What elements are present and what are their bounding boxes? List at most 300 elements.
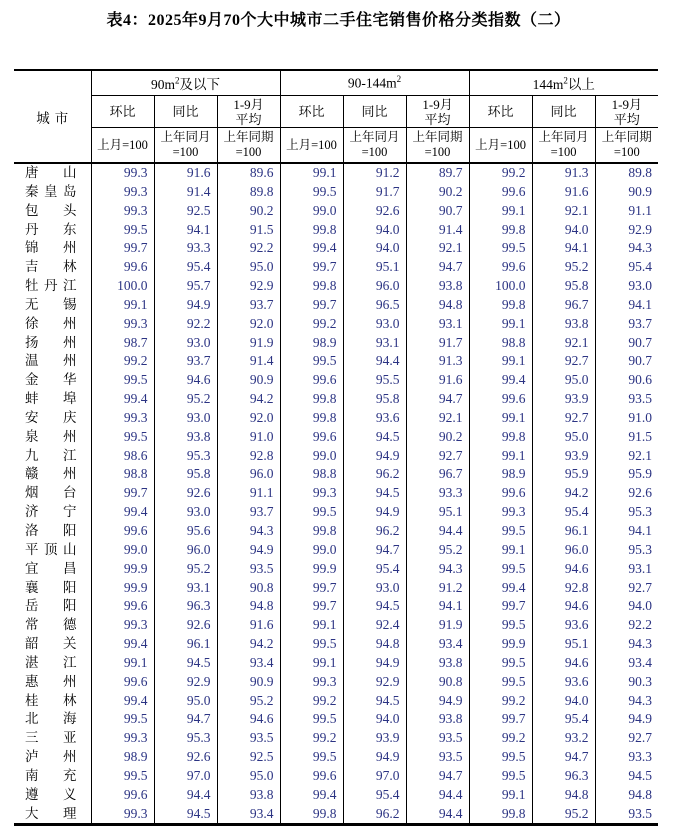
value-cell: 96.1 bbox=[532, 522, 595, 541]
city-char: 顶 bbox=[44, 541, 58, 557]
city-cell bbox=[14, 334, 91, 353]
value-cell: 99.6 bbox=[91, 597, 154, 616]
measure-header: 同比 bbox=[154, 96, 217, 128]
value-cell: 96.2 bbox=[343, 465, 406, 484]
header-base-row bbox=[14, 128, 658, 164]
city-char: 秦 bbox=[25, 183, 39, 199]
value-cell: 93.4 bbox=[406, 635, 469, 654]
city-cell bbox=[14, 390, 91, 409]
city-char: 理 bbox=[63, 805, 77, 821]
value-cell: 93.5 bbox=[595, 805, 658, 825]
city-char: 襄 bbox=[25, 579, 39, 595]
city-char: 东 bbox=[63, 221, 77, 237]
value-cell: 94.4 bbox=[406, 786, 469, 805]
city-name bbox=[25, 164, 77, 183]
city-char: 温 bbox=[25, 353, 39, 369]
table-row bbox=[14, 277, 658, 296]
city-cell bbox=[14, 767, 91, 786]
value-cell: 99.1 bbox=[469, 202, 532, 221]
city-char: 阳 bbox=[63, 523, 77, 538]
city-char: 州 bbox=[63, 353, 77, 369]
city-char: 宁 bbox=[63, 504, 77, 520]
value-cell: 99.8 bbox=[280, 522, 343, 541]
value-cell: 92.1 bbox=[532, 202, 595, 221]
value-cell: 99.5 bbox=[469, 748, 532, 767]
value-cell: 93.4 bbox=[595, 654, 658, 673]
value-cell: 94.9 bbox=[343, 447, 406, 466]
city-char: 赣 bbox=[25, 466, 39, 482]
city-char: 安 bbox=[25, 409, 39, 425]
city-char: 亚 bbox=[63, 730, 77, 746]
value-cell: 99.6 bbox=[280, 767, 343, 786]
value-cell: 90.8 bbox=[217, 579, 280, 598]
city-name bbox=[25, 692, 77, 711]
city-char: 山 bbox=[63, 165, 77, 180]
value-cell: 94.2 bbox=[217, 635, 280, 654]
city-cell bbox=[14, 277, 91, 296]
value-cell: 93.0 bbox=[343, 315, 406, 334]
value-cell: 94.7 bbox=[406, 258, 469, 277]
value-cell: 91.1 bbox=[217, 484, 280, 503]
value-cell: 93.1 bbox=[406, 315, 469, 334]
value-cell: 93.4 bbox=[217, 805, 280, 825]
table-row bbox=[14, 786, 658, 805]
value-cell: 95.2 bbox=[154, 390, 217, 409]
city-cell bbox=[14, 465, 91, 484]
value-cell: 99.1 bbox=[469, 409, 532, 428]
value-cell: 99.6 bbox=[280, 371, 343, 390]
city-cell bbox=[14, 352, 91, 371]
value-cell: 94.8 bbox=[217, 597, 280, 616]
value-cell: 99.9 bbox=[469, 635, 532, 654]
city-cell bbox=[14, 371, 91, 390]
city-char: 吉 bbox=[25, 259, 39, 275]
value-cell: 99.1 bbox=[280, 654, 343, 673]
table-row bbox=[14, 183, 658, 202]
city-name bbox=[25, 560, 77, 579]
value-cell: 99.5 bbox=[280, 183, 343, 202]
city-name bbox=[25, 767, 77, 786]
value-cell: 99.7 bbox=[280, 597, 343, 616]
value-cell: 99.6 bbox=[91, 258, 154, 277]
value-cell: 99.8 bbox=[469, 428, 532, 447]
value-cell: 96.2 bbox=[343, 522, 406, 541]
table-row bbox=[14, 673, 658, 692]
value-cell: 99.2 bbox=[280, 692, 343, 711]
city-char: 九 bbox=[25, 447, 39, 463]
superscript: 2 bbox=[396, 74, 402, 85]
value-cell: 99.6 bbox=[280, 428, 343, 447]
city-char: 岳 bbox=[25, 598, 39, 614]
value-cell: 99.2 bbox=[280, 729, 343, 748]
table-row bbox=[14, 710, 658, 729]
base-header: 上月=100 bbox=[91, 128, 154, 164]
value-cell: 94.3 bbox=[595, 635, 658, 654]
superscript: 2 bbox=[563, 75, 568, 86]
city-char: 锡 bbox=[63, 296, 77, 312]
value-cell: 99.8 bbox=[280, 220, 343, 239]
value-cell: 91.1 bbox=[595, 202, 658, 221]
table-row bbox=[14, 202, 658, 221]
city-char: 德 bbox=[63, 617, 77, 633]
value-cell: 92.5 bbox=[217, 748, 280, 767]
base-header: 上年同期 =100 bbox=[217, 128, 280, 164]
value-cell: 95.8 bbox=[532, 277, 595, 296]
value-cell: 99.6 bbox=[469, 484, 532, 503]
value-cell: 94.9 bbox=[343, 748, 406, 767]
value-cell: 99.5 bbox=[469, 673, 532, 692]
value-cell: 93.5 bbox=[406, 729, 469, 748]
value-cell: 95.3 bbox=[154, 729, 217, 748]
value-cell: 94.9 bbox=[406, 692, 469, 711]
city-char: 徐 bbox=[25, 315, 39, 331]
table-row bbox=[14, 428, 658, 447]
value-cell: 98.8 bbox=[280, 465, 343, 484]
value-cell: 93.8 bbox=[406, 277, 469, 296]
table-row bbox=[14, 258, 658, 277]
city-char: 充 bbox=[63, 767, 77, 783]
value-cell: 94.5 bbox=[343, 428, 406, 447]
value-cell: 95.2 bbox=[406, 541, 469, 560]
value-cell: 90.2 bbox=[217, 202, 280, 221]
city-char: 洛 bbox=[25, 523, 39, 538]
header-measure-row bbox=[14, 96, 658, 128]
value-cell: 94.9 bbox=[595, 710, 658, 729]
value-cell: 99.3 bbox=[280, 484, 343, 503]
value-cell: 99.7 bbox=[91, 484, 154, 503]
city-name bbox=[25, 616, 77, 635]
city-cell bbox=[14, 673, 91, 692]
value-cell: 94.0 bbox=[532, 692, 595, 711]
value-cell: 89.6 bbox=[217, 163, 280, 183]
measure-header: 环比 bbox=[280, 96, 343, 128]
value-cell: 94.5 bbox=[595, 767, 658, 786]
value-cell: 92.6 bbox=[343, 202, 406, 221]
value-cell: 92.4 bbox=[343, 616, 406, 635]
table-row bbox=[14, 465, 658, 484]
value-cell: 91.9 bbox=[217, 334, 280, 353]
page-title: 表4：2025年9月70个大中城市二手住宅销售价格分类指数（二） bbox=[106, 12, 571, 29]
value-cell: 93.6 bbox=[343, 409, 406, 428]
value-cell: 94.8 bbox=[532, 786, 595, 805]
value-cell: 95.0 bbox=[532, 371, 595, 390]
value-cell: 99.0 bbox=[280, 447, 343, 466]
city-char: 江 bbox=[63, 278, 77, 294]
city-char: 泉 bbox=[25, 428, 39, 444]
city-cell bbox=[14, 786, 91, 805]
value-cell: 93.6 bbox=[532, 673, 595, 692]
table-row bbox=[14, 315, 658, 334]
city-cell bbox=[14, 597, 91, 616]
value-cell: 99.3 bbox=[91, 315, 154, 334]
city-name bbox=[25, 503, 77, 522]
table-row bbox=[14, 616, 658, 635]
value-cell: 98.8 bbox=[469, 334, 532, 353]
city-char: 阳 bbox=[63, 598, 77, 614]
value-cell: 98.9 bbox=[469, 465, 532, 484]
value-cell: 92.6 bbox=[154, 484, 217, 503]
value-cell: 92.9 bbox=[154, 673, 217, 692]
value-cell: 99.4 bbox=[280, 239, 343, 258]
value-cell: 94.6 bbox=[217, 710, 280, 729]
value-cell: 99.3 bbox=[280, 673, 343, 692]
city-char: 蚌 bbox=[25, 391, 39, 407]
city-column-label: 城市 bbox=[36, 110, 74, 126]
value-cell: 94.4 bbox=[154, 786, 217, 805]
table-row bbox=[14, 654, 658, 673]
value-cell: 93.4 bbox=[217, 654, 280, 673]
city-char: 泸 bbox=[25, 749, 39, 765]
value-cell: 99.5 bbox=[469, 767, 532, 786]
city-char: 宜 bbox=[25, 560, 39, 576]
value-cell: 99.1 bbox=[469, 786, 532, 805]
value-cell: 99.3 bbox=[91, 183, 154, 202]
city-char: 大 bbox=[25, 805, 39, 821]
value-cell: 93.0 bbox=[154, 503, 217, 522]
value-cell: 99.5 bbox=[469, 560, 532, 579]
city-char: 林 bbox=[63, 259, 77, 275]
header-group-row bbox=[14, 70, 658, 96]
measure-header: 环比 bbox=[91, 96, 154, 128]
city-name bbox=[25, 522, 77, 541]
value-cell: 99.7 bbox=[280, 296, 343, 315]
value-cell: 91.2 bbox=[406, 579, 469, 598]
value-cell: 91.0 bbox=[217, 428, 280, 447]
value-cell: 89.7 bbox=[406, 163, 469, 183]
table-row bbox=[14, 522, 658, 541]
value-cell: 94.1 bbox=[532, 239, 595, 258]
value-cell: 100.0 bbox=[91, 277, 154, 296]
city-name bbox=[25, 239, 77, 258]
city-char: 江 bbox=[63, 447, 77, 463]
city-char: 头 bbox=[63, 202, 77, 218]
value-cell: 90.3 bbox=[595, 673, 658, 692]
value-cell: 94.6 bbox=[532, 654, 595, 673]
value-cell: 99.6 bbox=[91, 673, 154, 692]
value-cell: 95.2 bbox=[532, 258, 595, 277]
table-row bbox=[14, 541, 658, 560]
value-cell: 90.7 bbox=[595, 352, 658, 371]
value-cell: 99.5 bbox=[280, 710, 343, 729]
value-cell: 99.2 bbox=[469, 163, 532, 183]
city-char: 州 bbox=[63, 240, 77, 256]
value-cell: 93.9 bbox=[532, 447, 595, 466]
value-cell: 95.9 bbox=[595, 465, 658, 484]
value-cell: 99.7 bbox=[469, 710, 532, 729]
value-cell: 93.8 bbox=[154, 428, 217, 447]
value-cell: 93.0 bbox=[595, 277, 658, 296]
value-cell: 92.1 bbox=[406, 409, 469, 428]
city-char: 州 bbox=[63, 673, 77, 689]
city-char: 义 bbox=[63, 786, 77, 802]
value-cell: 95.3 bbox=[595, 541, 658, 560]
value-cell: 93.8 bbox=[406, 654, 469, 673]
value-cell: 91.4 bbox=[406, 220, 469, 239]
city-cell bbox=[14, 805, 91, 825]
value-cell: 99.8 bbox=[280, 409, 343, 428]
value-cell: 96.2 bbox=[343, 805, 406, 825]
city-name bbox=[25, 315, 77, 334]
value-cell: 93.5 bbox=[595, 390, 658, 409]
table-row bbox=[14, 352, 658, 371]
city-char: 湛 bbox=[25, 654, 39, 670]
value-cell: 92.8 bbox=[217, 447, 280, 466]
value-cell: 94.3 bbox=[595, 239, 658, 258]
value-cell: 99.5 bbox=[91, 220, 154, 239]
city-name bbox=[25, 579, 77, 598]
measure-header: 1-9月 平均 bbox=[217, 96, 280, 128]
value-cell: 100.0 bbox=[469, 277, 532, 296]
value-cell: 90.9 bbox=[217, 673, 280, 692]
table-body bbox=[14, 163, 658, 825]
city-cell bbox=[14, 710, 91, 729]
price-index-table bbox=[14, 69, 658, 826]
city-cell bbox=[14, 560, 91, 579]
value-cell: 93.0 bbox=[154, 409, 217, 428]
city-name bbox=[25, 673, 77, 692]
value-cell: 93.1 bbox=[343, 334, 406, 353]
value-cell: 94.5 bbox=[154, 654, 217, 673]
base-header: 上月=100 bbox=[280, 128, 343, 164]
value-cell: 93.0 bbox=[154, 334, 217, 353]
value-cell: 91.3 bbox=[532, 163, 595, 183]
city-cell bbox=[14, 503, 91, 522]
value-cell: 93.8 bbox=[532, 315, 595, 334]
value-cell: 99.3 bbox=[91, 409, 154, 428]
value-cell: 99.8 bbox=[280, 390, 343, 409]
value-cell: 99.7 bbox=[91, 239, 154, 258]
value-cell: 96.7 bbox=[532, 296, 595, 315]
value-cell: 93.8 bbox=[217, 786, 280, 805]
value-cell: 99.5 bbox=[280, 635, 343, 654]
value-cell: 95.0 bbox=[217, 767, 280, 786]
value-cell: 93.5 bbox=[406, 748, 469, 767]
table-row bbox=[14, 560, 658, 579]
value-cell: 94.0 bbox=[532, 220, 595, 239]
value-cell: 95.8 bbox=[343, 390, 406, 409]
value-cell: 93.9 bbox=[532, 390, 595, 409]
value-cell: 99.8 bbox=[469, 805, 532, 825]
city-char: 丹 bbox=[25, 221, 39, 237]
value-cell: 95.7 bbox=[154, 277, 217, 296]
value-cell: 93.7 bbox=[154, 352, 217, 371]
value-cell: 99.8 bbox=[280, 277, 343, 296]
value-cell: 91.5 bbox=[595, 428, 658, 447]
value-cell: 95.0 bbox=[217, 258, 280, 277]
value-cell: 99.3 bbox=[469, 503, 532, 522]
value-cell: 98.8 bbox=[91, 465, 154, 484]
city-char: 唐 bbox=[25, 165, 39, 180]
value-cell: 94.1 bbox=[406, 597, 469, 616]
city-name bbox=[25, 277, 77, 296]
city-char: 南 bbox=[25, 767, 39, 783]
value-cell: 94.7 bbox=[532, 748, 595, 767]
value-cell: 99.5 bbox=[91, 767, 154, 786]
value-cell: 99.5 bbox=[280, 503, 343, 522]
value-cell: 99.1 bbox=[280, 163, 343, 183]
city-char: 北 bbox=[25, 711, 39, 727]
value-cell: 92.8 bbox=[532, 579, 595, 598]
base-header: 上年同月 =100 bbox=[532, 128, 595, 164]
city-cell bbox=[14, 220, 91, 239]
value-cell: 99.8 bbox=[469, 220, 532, 239]
city-char: 平 bbox=[25, 541, 39, 557]
value-cell: 99.1 bbox=[91, 296, 154, 315]
base-header: 上月=100 bbox=[469, 128, 532, 164]
table-row bbox=[14, 409, 658, 428]
value-cell: 99.2 bbox=[469, 729, 532, 748]
value-cell: 94.5 bbox=[343, 692, 406, 711]
value-cell: 92.9 bbox=[595, 220, 658, 239]
value-cell: 94.8 bbox=[595, 786, 658, 805]
value-cell: 99.1 bbox=[469, 447, 532, 466]
city-char: 烟 bbox=[25, 485, 39, 501]
table-row bbox=[14, 371, 658, 390]
value-cell: 99.4 bbox=[91, 390, 154, 409]
value-cell: 93.3 bbox=[154, 239, 217, 258]
value-cell: 94.6 bbox=[154, 371, 217, 390]
value-cell: 95.9 bbox=[532, 465, 595, 484]
value-cell: 99.7 bbox=[469, 597, 532, 616]
value-cell: 95.1 bbox=[532, 635, 595, 654]
value-cell: 98.6 bbox=[91, 447, 154, 466]
city-name bbox=[25, 710, 77, 729]
value-cell: 92.6 bbox=[154, 748, 217, 767]
city-name bbox=[25, 805, 77, 824]
value-cell: 92.6 bbox=[595, 484, 658, 503]
value-cell: 99.6 bbox=[469, 183, 532, 202]
value-cell: 95.8 bbox=[154, 465, 217, 484]
value-cell: 99.5 bbox=[91, 371, 154, 390]
value-cell: 96.3 bbox=[532, 767, 595, 786]
city-char: 金 bbox=[25, 372, 39, 388]
city-cell bbox=[14, 654, 91, 673]
city-name bbox=[25, 786, 77, 805]
value-cell: 94.3 bbox=[406, 560, 469, 579]
city-char: 牡 bbox=[25, 278, 39, 294]
city-column-header bbox=[14, 70, 91, 163]
value-cell: 94.7 bbox=[343, 541, 406, 560]
value-cell: 93.1 bbox=[595, 560, 658, 579]
table-row bbox=[14, 692, 658, 711]
value-cell: 91.5 bbox=[217, 220, 280, 239]
value-cell: 90.6 bbox=[595, 371, 658, 390]
value-cell: 95.3 bbox=[595, 503, 658, 522]
value-cell: 93.3 bbox=[595, 748, 658, 767]
city-cell bbox=[14, 258, 91, 277]
value-cell: 96.0 bbox=[532, 541, 595, 560]
city-name bbox=[25, 729, 77, 748]
value-cell: 94.3 bbox=[217, 522, 280, 541]
value-cell: 91.7 bbox=[343, 183, 406, 202]
value-cell: 96.3 bbox=[154, 597, 217, 616]
city-cell bbox=[14, 447, 91, 466]
city-char: 州 bbox=[63, 315, 77, 331]
value-cell: 99.4 bbox=[469, 579, 532, 598]
city-char: 桂 bbox=[25, 692, 39, 708]
value-cell: 92.9 bbox=[217, 277, 280, 296]
value-cell: 99.6 bbox=[91, 786, 154, 805]
city-char: 华 bbox=[63, 372, 77, 388]
value-cell: 98.7 bbox=[91, 334, 154, 353]
value-cell: 99.5 bbox=[280, 352, 343, 371]
value-cell: 95.1 bbox=[406, 503, 469, 522]
city-char: 埠 bbox=[63, 391, 77, 407]
value-cell: 95.2 bbox=[154, 560, 217, 579]
value-cell: 99.6 bbox=[469, 258, 532, 277]
city-name bbox=[25, 296, 77, 315]
table-row bbox=[14, 390, 658, 409]
